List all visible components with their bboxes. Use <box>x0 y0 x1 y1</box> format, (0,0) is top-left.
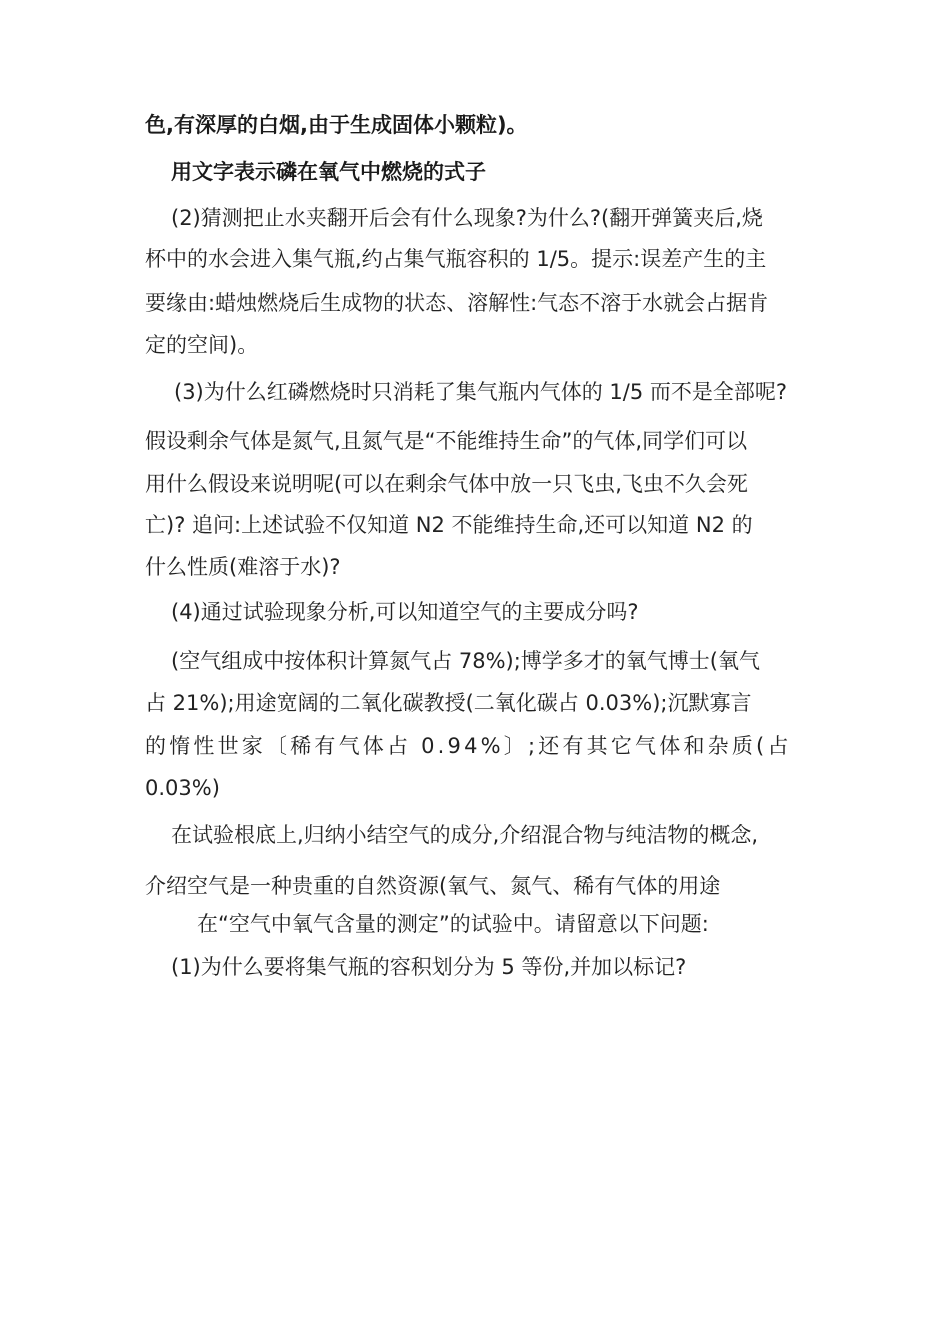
text-line-5: 要缘由:蜡烛燃烧后生成物的状态、溶解性:气态不溶于水就会占据肯 <box>145 291 769 315</box>
text-line-2: 用文字表示磷在氧气中燃烧的式子 <box>171 160 486 184</box>
text-line-18: 介绍空气是一种贵重的自然资源(氧气、氮气、稀有气体的用途 <box>145 874 721 898</box>
text-line-3: (2)猜测把止水夹翻开后会有什么现象?为什么?(翻开弹簧夹后,烧 <box>171 206 763 230</box>
text-line-1: 色,有深厚的白烟,由于生成固体小颗粒)。 <box>145 113 528 137</box>
text-line-6: 定的空间)。 <box>145 333 259 357</box>
text-line-11: 什么性质(难溶于水)? <box>145 555 341 579</box>
text-line-12: (4)通过试验现象分析,可以知道空气的主要成分吗? <box>171 600 639 624</box>
text-line-17: 在试验根底上,归纳小结空气的成分,介绍混合物与纯洁物的概念, <box>171 823 759 847</box>
text-line-4: 杯中的水会进入集气瓶,约占集气瓶容积的 1/5。提示:误差产生的主 <box>145 247 767 271</box>
text-line-14: 占 21%);用途宽阔的二氧化碳教授(二氧化碳占 0.03%);沉默寡言 <box>145 691 752 715</box>
text-line-10: 亡)? 追问:上述试验不仅知道 N2 不能维持生命,还可以知道 N2 的 <box>145 513 753 537</box>
text-line-20: (1)为什么要将集气瓶的容积划分为 5 等份,并加以标记? <box>171 955 687 979</box>
text-line-9: 用什么假设来说明呢(可以在剩余气体中放一只飞虫,飞虫不久会死 <box>145 472 748 496</box>
text-line-8: 假设剩余气体是氮气,且氮气是“不能维持生命”的气体,同学们可以 <box>145 429 748 453</box>
text-line-19: 在“空气中氧气含量的测定”的试验中。请留意以下问题: <box>197 912 709 936</box>
text-line-16: 0.03%) <box>145 776 220 800</box>
text-line-7: (3)为什么红磷燃烧时只消耗了集气瓶内气体的 1/5 而不是全部呢? <box>174 380 788 404</box>
text-line-15: 的惰性世家〔稀有气体占 0.94%〕;还有其它气体和杂质(占 <box>145 734 792 758</box>
text-line-13: (空气组成中按体积计算氮气占 78%);博学多才的氧气博士(氧气 <box>171 649 761 673</box>
